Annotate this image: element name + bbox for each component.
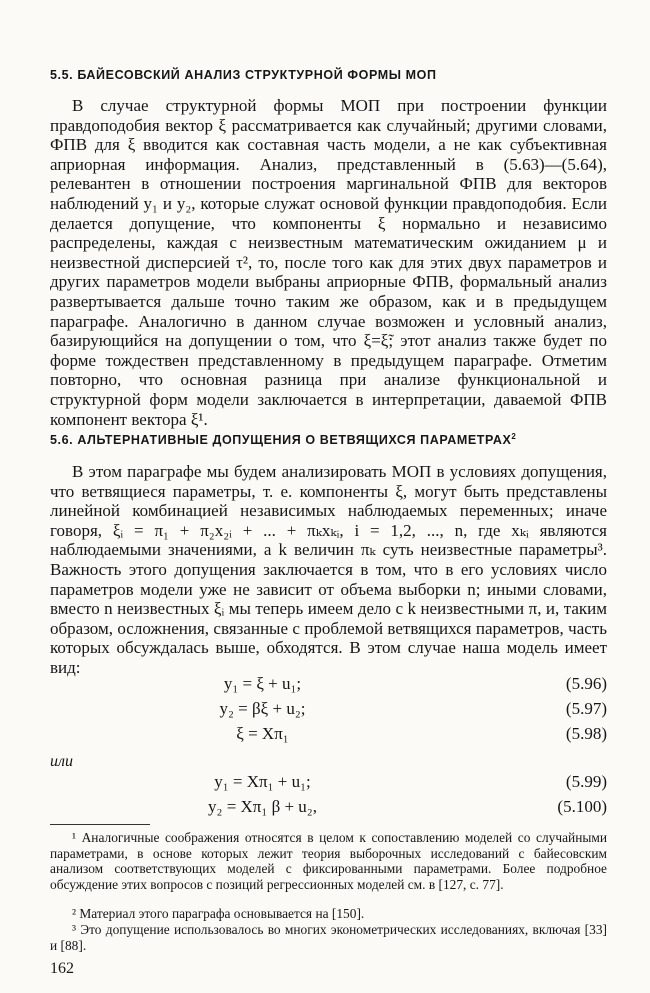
section-5-6-paragraph: В этом параграфе мы будем анализировать МОП в условиях допущения, что ветвящиеся параметры, т. е. компоненты ξ, могут быть представлены линейной комбинацией независимых наблюдаемых переменных; иначе говоря, ξᵢ = π₁ + π₂x₂ᵢ + ... + πₖxₖᵢ, i = 1,2, ..., n, где xₖᵢ являются наблюдаемыми значениями, а k величин πₖ суть неизвестные параметры³. Важность этого допущения заключается в том, что в его условиях число параметров модели уже не зависит от объема выборки n; иными словами, вместо n неизвестных ξᵢ мы теперь имеем дело с k неизвестными π, и, таким образом, осложнения, связанные с проблемой ветвящихся параметров, часть которых обсуждалась выше, обходятся. В этом случае наша модель имеет вид: — [50, 462, 607, 677]
equation-number: (5.99) — [565, 772, 607, 791]
section-5-6-heading: 5.6. АЛЬТЕРНАТИВНЫЕ ДОПУЩЕНИЯ О ВЕТВЯЩИХСЯ ПАРАМЕТРАХ$^2$ — [50, 432, 517, 448]
page-number: 162 — [50, 960, 74, 977]
equation-5-96 — [50, 674, 607, 698]
equation-5-98 — [50, 724, 607, 748]
heading-footnote-mark: 2 — [511, 432, 517, 441]
equation-formula: y₂ = Xπ₁ β + u₂, — [208, 797, 317, 816]
equation-formula: y₁ = ξ + u₁; — [223, 674, 302, 693]
footnote-2 — [50, 906, 607, 922]
connector-word: или — [50, 753, 73, 770]
section-5-5-paragraph: В случае структурной формы МОП при построении функции правдоподобия вектор ξ рассматривается как случайный; другими словами, ФПВ для ξ вводится как составная часть модели, а не как субъективная априорная информация. Анализ, представленный в (5.63)—(5.64), релевантен в отношении построения маргинальной ФПВ для векторов наблюдений y₁ и y₂, которые служат основой функции правдоподобия. Если делается допущение, что компоненты ξ нормально и независимо распределены, каждая с неизвестным математическим ожиданием μ и неизвестной дисперсией τ², то, после того как для этих двух параметров и других параметров модели выбраны априорные ФПВ, формальный анализ развертывается дальше точно таким же образом, как и в предыдущем параграфе. Аналогично в данном случае возможен и условный анализ, базирующийся на допущении о том, что ξ=ξ̃; этот анализ также будет по форме тождествен представленному в предыдущем параграфе. Отметим повторно, что основная разница при анализе функциональной и структурной форм модели заключается в интерпретации, даваемой ФПВ компонент вектора ξ¹. — [50, 96, 607, 429]
equation-number: (5.96) — [565, 674, 607, 693]
footnote-text: Это допущение использовалось во многих эконометрических исследованиях, включая [33] и [88]. — [50, 922, 607, 953]
equation-5-97 — [50, 699, 607, 723]
equation-formula: y₂ = βξ + u₂; — [219, 699, 306, 718]
footnote-mark: ¹ — [72, 830, 77, 845]
equation-5-99 — [50, 772, 607, 796]
equation-5-100 — [50, 797, 607, 821]
equation-number: (5.98) — [565, 724, 607, 743]
equation-formula: y₁ = Xπ₁ + u₁; — [214, 772, 311, 791]
footnote-divider — [50, 824, 150, 825]
equation-number: (5.100) — [557, 797, 607, 816]
footnote-text: Аналогичные соображения относятся в целом к сопоставлению моделей со случайными параметрами, в основе которых лежит теория выборочных исследований с байесовским анализом соответствующих моделей с фиксированными параметрами. Более подробное обсуждение этих вопросов с позиций регрессионных моделей см. в [127, с. 77]. — [50, 830, 607, 892]
equation-formula: ξ = Xπ₁ — [236, 724, 289, 743]
footnote-1 — [50, 830, 607, 892]
equation-number: (5.97) — [565, 699, 607, 718]
footnote-mark: ³ — [72, 922, 77, 937]
footnote-text: Материал этого параграфа основывается на [150]. — [79, 906, 365, 921]
section-5-5-heading: 5.5. БАЙЕСОВСКИЙ АНАЛИЗ СТРУКТУРНОЙ ФОРМЫ МОП — [50, 68, 437, 82]
footnote-mark: ² — [72, 906, 77, 921]
footnote-3 — [50, 922, 607, 953]
